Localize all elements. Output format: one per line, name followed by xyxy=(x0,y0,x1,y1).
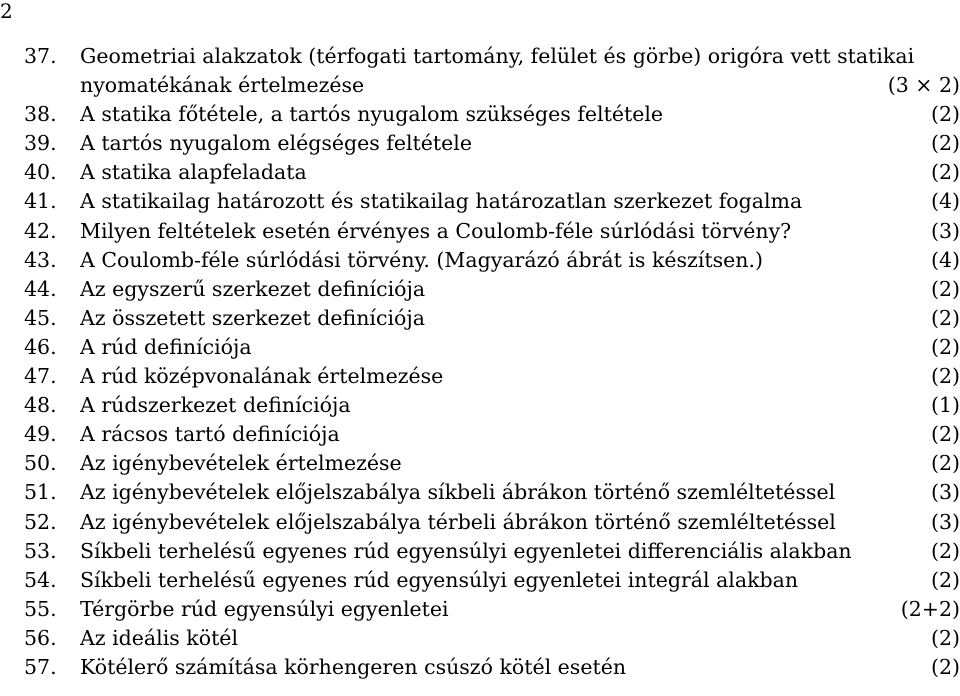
question-points: (2) xyxy=(930,160,960,185)
question-53 xyxy=(24,537,960,566)
question-list xyxy=(24,42,960,682)
question-points: (2) xyxy=(930,625,960,650)
question-47 xyxy=(24,362,960,391)
question-text: Síkbeli terhelésű egyenes rúd egyensúlyi egyenletei integrál alakban xyxy=(80,567,799,592)
question-37-continuation xyxy=(24,71,960,100)
question-text: Milyen feltételek esetén érvényes a Coulomb-féle súrlódási törvény? xyxy=(80,218,792,243)
question-points: (3) xyxy=(930,218,960,243)
question-points: (3) xyxy=(930,509,960,534)
question-points: (2) xyxy=(930,567,960,592)
question-points: (2+2) xyxy=(900,596,960,621)
question-number: 57. xyxy=(24,654,57,679)
question-number: 47. xyxy=(24,364,57,389)
question-points: (2) xyxy=(930,654,960,679)
question-56 xyxy=(24,624,960,653)
question-45 xyxy=(24,304,960,333)
question-40 xyxy=(24,158,960,187)
question-number: 46. xyxy=(24,334,57,359)
question-text: Térgörbe rúd egyensúlyi egyenletei xyxy=(80,596,449,621)
question-46 xyxy=(24,333,960,362)
question-50 xyxy=(24,449,960,478)
question-number: 53. xyxy=(24,538,57,563)
question-text: Az összetett szerkezet definíciója xyxy=(80,305,425,330)
question-points: (2) xyxy=(930,102,960,127)
question-41 xyxy=(24,187,960,216)
question-number: 48. xyxy=(24,393,57,418)
question-42 xyxy=(24,217,960,246)
page-number: 2 xyxy=(0,0,13,23)
question-number: 51. xyxy=(24,480,57,505)
question-number: 54. xyxy=(24,567,57,592)
question-points: (2) xyxy=(930,305,960,330)
question-text: Az igénybevételek előjelszabálya síkbeli ábrákon történő szemléltetéssel xyxy=(80,480,836,505)
question-48 xyxy=(24,391,960,420)
question-text: A Coulomb-féle súrlódási törvény. (Magyarázó ábrát is készítsen.) xyxy=(80,247,763,272)
question-text: Az egyszerű szerkezet definíciója xyxy=(80,276,426,301)
question-text: A rácsos tartó definíciója xyxy=(80,422,340,447)
question-43 xyxy=(24,246,960,275)
question-number: 40. xyxy=(24,160,57,185)
question-number: 52. xyxy=(24,509,57,534)
question-points: (1) xyxy=(930,393,960,418)
question-points: (2) xyxy=(930,538,960,563)
question-points: (3 × 2) xyxy=(887,73,960,98)
question-text: A rúd középvonalának értelmezése xyxy=(80,364,444,389)
question-54 xyxy=(24,566,960,595)
question-points: (2) xyxy=(930,422,960,447)
question-38 xyxy=(24,100,960,129)
question-text: Az igénybevételek előjelszabálya térbeli ábrákon történő szemléltetéssel xyxy=(80,509,836,534)
question-points: (4) xyxy=(930,189,960,214)
question-number: 50. xyxy=(24,451,57,476)
question-57 xyxy=(24,653,960,682)
question-points: (2) xyxy=(930,131,960,156)
question-points: (2) xyxy=(930,364,960,389)
question-number: 42. xyxy=(24,218,57,243)
question-number: 41. xyxy=(24,189,57,214)
question-number: 43. xyxy=(24,247,57,272)
question-text: A statika főtétele, a tartós nyugalom szükséges feltétele xyxy=(80,102,664,127)
question-points: (2) xyxy=(930,334,960,359)
question-39 xyxy=(24,129,960,158)
question-44 xyxy=(24,275,960,304)
question-number: 37. xyxy=(24,44,57,68)
question-55 xyxy=(24,595,960,624)
question-number: 55. xyxy=(24,596,57,621)
question-52 xyxy=(24,508,960,537)
question-text: Az igénybevételek értelmezése xyxy=(80,451,402,476)
question-number: 38. xyxy=(24,102,57,127)
question-text: Az ideális kötél xyxy=(80,625,238,650)
question-text: Kötélerő számítása körhengeren csúszó kötél esetén xyxy=(80,654,627,679)
question-points: (2) xyxy=(930,451,960,476)
question-text: A rúdszerkezet definíciója xyxy=(80,393,351,418)
question-text: A tartós nyugalom elégséges feltétele xyxy=(80,131,472,156)
question-number: 39. xyxy=(24,131,57,156)
question-text: Geometriai alakzatok (térfogati tartomány, felület és görbe) origóra vett statikai xyxy=(80,44,915,68)
question-points: (2) xyxy=(930,276,960,301)
question-text: nyomatékának értelmezése xyxy=(80,73,365,98)
question-51 xyxy=(24,478,960,507)
question-number: 44. xyxy=(24,276,57,301)
question-number: 56. xyxy=(24,625,57,650)
question-49 xyxy=(24,420,960,449)
question-points: (4) xyxy=(930,247,960,272)
question-text: A statikailag határozott és statikailag határozatlan szerkezet fogalma xyxy=(80,189,803,214)
question-text: A statika alapfeladata xyxy=(80,160,307,185)
question-37 xyxy=(24,42,960,71)
question-number: 45. xyxy=(24,305,57,330)
question-points: (3) xyxy=(930,480,960,505)
question-text: Síkbeli terhelésű egyenes rúd egyensúlyi egyenletei differenciális alakban xyxy=(80,538,852,563)
question-number: 49. xyxy=(24,422,57,447)
question-text: A rúd definíciója xyxy=(80,334,252,359)
